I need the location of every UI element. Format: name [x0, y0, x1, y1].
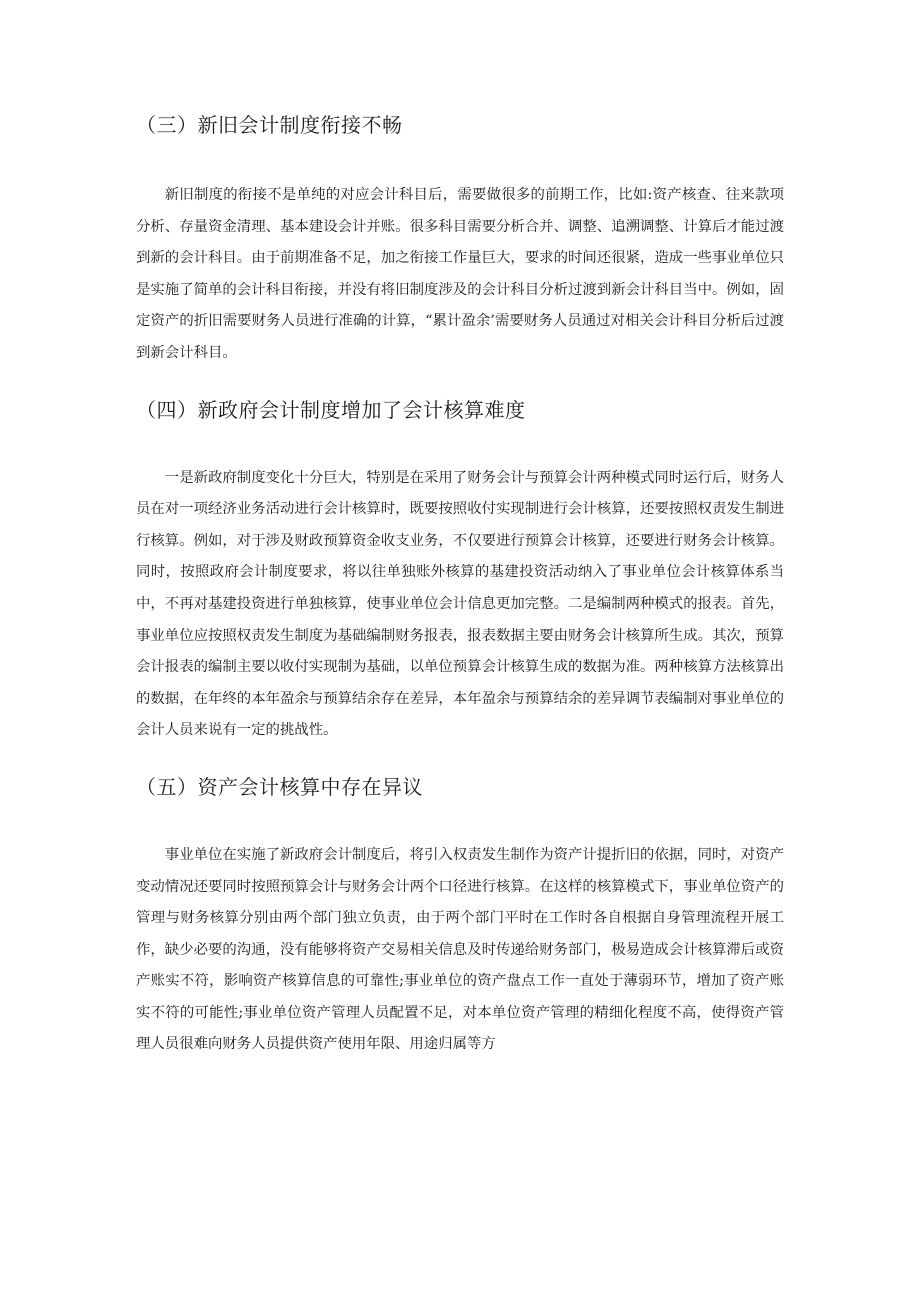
- section-paragraph-4: 一是新政府制度变化十分巨大，特别是在采用了财务会计与预算会计两种模式同时运行后，财务人员在对一项经济业务活动进行会计核算时，既要按照收付实现制进行会计核算，还要按照权责发生制进行核算。例如，对于涉及财政预算资金收支业务，不仅要进行预算会计核算，还要进行财务会计核算。同时，按照政府会计制度要求，将以往单独账外核算的基建投资活动纳入了事业单位会计核算体系当中，不再对基建投资进行单独核算，使事业单位会计信息更加完整。二是编制两种模式的报表。首先，事业单位应按照权责发生制度为基础编制财务报表，报表数据主要由财务会计核算所生成。其次，预算会计报表的编制主要以收付实现制为基础，以单位预算会计核算生成的数据为准。两种核算方法核算出的数据，在年终的本年盈余与预算结余存在差异，本年盈余与预算结余的差异调节表编制对事业单位的会计人员来说有一定的挑战性。: [136, 469, 784, 739]
- section-paragraph-5: 事业单位在实施了新政府会计制度后，将引入权责发生制作为资产计提折旧的依据，同时，对资产变动情况还要同时按照预算会计与财务会计两个口径进行核算。在这样的核算模式下，事业单位资产的管理与财务核算分别由两个部门独立负责，由于两个部门平时在工作时各自根据自身管理流程开展工作，缺少必要的沟通，没有能够将资产交易相关信息及时传递给财务部门，极易造成会计核算滞后或资产账实不符，影响资产核算信息的可靠性;事业单位的资产盘点工作一直处于薄弱环节，增加了资产账实不符的可能性;事业单位资产管理人员配置不足，对本单位资产管理的精细化程度不高，使得资产管理人员很难向财务人员提供资产使用年限、用途归属等方: [136, 846, 784, 1053]
- section-heading-3: （三）新旧会计制度衔接不畅: [136, 113, 403, 137]
- section-heading-5: （五）资产会计核算中存在异议: [136, 774, 423, 799]
- document-page: [136, 96, 784, 1061]
- section-heading-4: （四）新政府会计制度增加了会计核算难度: [136, 397, 526, 422]
- section-paragraph-3: 新旧制度的衔接不是单纯的对应会计科目后，需要做很多的前期工作，比如:资产核查、往来款项分析、存量资金清理、基本建设会计并账。很多科目需要分析合并、调整、追溯调整、计算后才能过渡到新的会计科目。由于前期准备不足，加之衔接工作量巨大，要求的时间还很紧，造成一些事业单位只是实施了简单的会计科目衔接，并没有将旧制度涉及的会计科目分析过渡到新会计科目当中。例如，固定资产的折旧需要财务人员进行准确的计算，“累计盈余’需要财务人员通过对相关会计科目分析后过渡到新会计科目。: [136, 187, 784, 361]
